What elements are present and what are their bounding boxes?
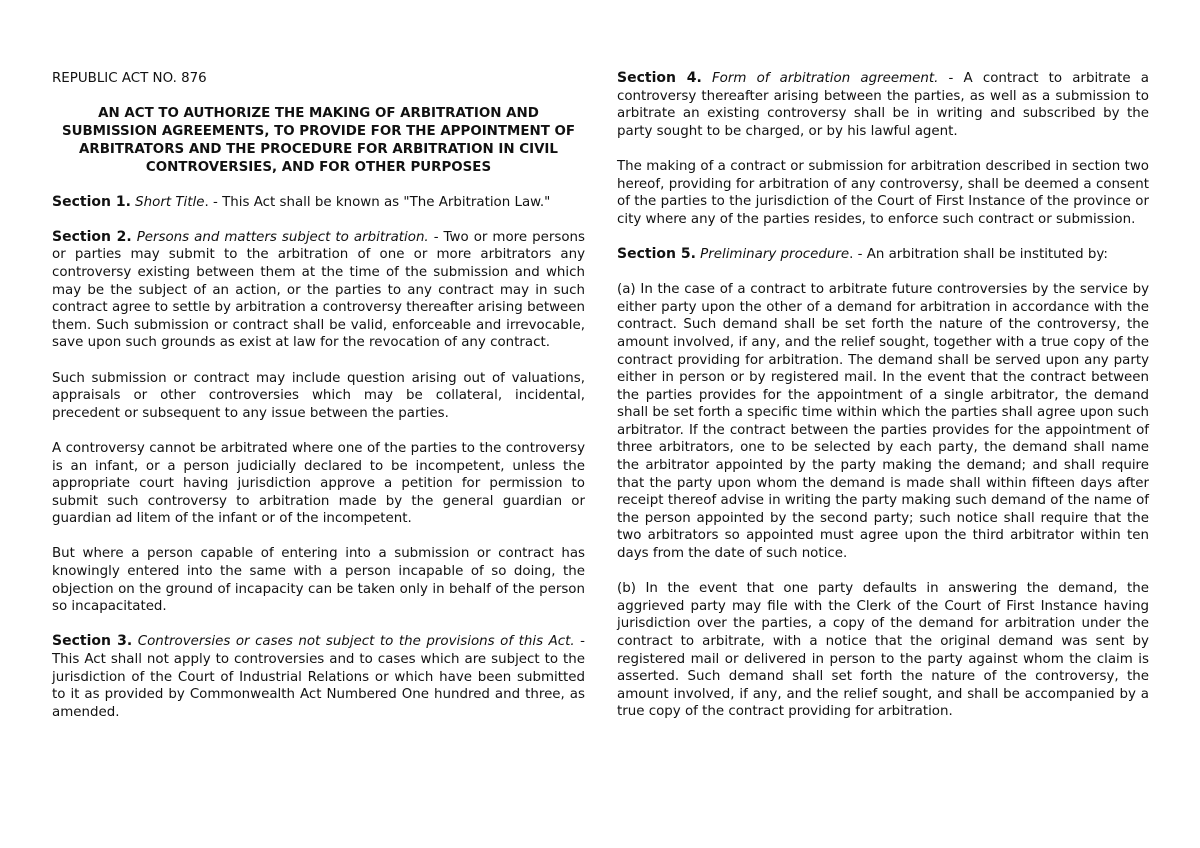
left-column <box>52 70 585 739</box>
act-title: AN ACT TO AUTHORIZE THE MAKING OF ARBITRATION AND SUBMISSION AGREEMENTS, TO PROVIDE FOR THE APPOINTMENT OF ARBITRATORS AND THE PROCEDURE FOR ARBITRATION IN CIVIL CONTROVERSIES, AND FOR OTHER PURPOSES <box>61 105 576 175</box>
right-column <box>617 70 1149 739</box>
section-2 <box>52 229 585 352</box>
section-5-paragraph-b: (b) In the event that one party defaults in answering the demand, the aggrieved party may file with the Clerk of the Court of First Instance having jurisdiction over the parties, a copy of the demand for arbitration under the contract to arbitrate, with a notice that the original demand was sent by registered mail or delivered in person to the party against whom the claim is asserted. Such demand shall set forth the nature of the controversy, the amount involved, if any, and the relief sought, and shall be accompanied by a true copy of the contract providing for arbitration. <box>617 581 1149 720</box>
section-2-paragraph-2: Such submission or contract may include question arising out of valuations, appraisals or other controversies which may be collateral, incidental, precedent or subsequent to any issue between the parties. <box>52 370 585 421</box>
section-2-paragraph-3: A controversy cannot be arbitrated where one of the parties to the controversy is an infant, or a person judicially declared to be incompetent, unless the appropriate court having jurisdiction approve a petition for permission to submit such controversy to arbitration made by the general guardian or guardian ad litem of the infant or of the incompetent. <box>52 440 585 527</box>
section-1-heading: Short Title <box>135 194 205 210</box>
section-5-paragraph-a: (a) In the case of a contract to arbitrate future controversies by the service by either party upon the other of a demand for arbitration in accordance with the contract. Such demand shall be set forth the nature of the controversy, the amount involved, if any, and the relief sought, together with a true copy of the contract providing for arbitration. The demand shall be served upon any party either in person or by registered mail. In the event that the contract between the parties provides for the appointment of a single arbitrator, the demand shall be set forth a specific time within which the parties shall agree upon such arbitrator. If the contract between the parties provides for the appointment of three arbitrators, one to be selected by each party, the demand shall name the arbitrator appointed by the party making the demand; and shall require that the party upon whom the demand is made shall within fifteen days after receipt thereof advise in writing the party making such demand of the name of the person appointed by the second party; such notice shall require that the two arbitrators so appointed must agree upon the third arbitrator within ten days from the date of such notice. <box>617 282 1149 562</box>
section-4 <box>617 70 1149 140</box>
section-2-heading: Persons and matters subject to arbitration. <box>136 229 429 245</box>
section-5-body: . - An arbitration shall be instituted by: <box>849 246 1108 262</box>
section-2-paragraph-4: But where a person capable of entering into a submission or contract has knowingly entered into the same with a person incapable of so doing, the objection on the ground of incapacity can be taken only in behalf of the person so incapacitated. <box>52 546 585 615</box>
section-5 <box>617 246 1149 264</box>
section-3 <box>52 633 585 721</box>
section-3-label: Section 3. <box>52 633 133 650</box>
section-4-label: Section 4. <box>617 70 702 86</box>
section-4-body: - A contract to arbitrate a controversy thereafter arising between the parties, as well as a submission to arbitrate an existing controversy shall be in writing and subscribed by the party sought to be charged, or by his lawful agent. <box>617 71 1149 139</box>
section-1 <box>52 194 585 212</box>
section-1-body: . - This Act shall be known as "The Arbitration Law." <box>204 194 551 210</box>
section-3-body: - This Act shall not apply to controversies and to cases which are subject to the jurisdiction of the Court of Industrial Relations or which have been submitted to it as provided by Commonwealth Act Numbered One hundred and three, as amended. <box>52 634 585 720</box>
section-1-label: Section 1. <box>52 193 131 210</box>
section-3-heading: Controversies or cases not subject to the provisions of this Act. <box>137 634 575 650</box>
section-4-heading: Form of arbitration agreement. <box>711 71 939 86</box>
section-2-label: Section 2. <box>52 228 132 245</box>
section-5-heading: Preliminary procedure <box>700 246 850 262</box>
act-number: REPUBLIC ACT NO. 876 <box>52 71 207 86</box>
section-2-body: - Two or more persons or parties may submit to the arbitration of one or more arbitrators any controversy existing between them at the time of the submission and which may be the subject of an action, or the parties to any contract may in such contract agree to settle by arbitration a controversy thereafter arising between them. Such submission or contract shall be valid, enforceable and irrevocable, save upon such grounds as exist at law for the revocation of any contract. <box>52 229 585 351</box>
section-5-label: Section 5. <box>617 245 696 262</box>
section-4-paragraph-2: The making of a contract or submission for arbitration described in section two hereof, providing for arbitration of any controversy, shall be deemed a consent of the parties to the jurisdiction of the Court of First Instance of the province or city where any of the parties resides, to enforce such contract or submission. <box>617 158 1149 227</box>
